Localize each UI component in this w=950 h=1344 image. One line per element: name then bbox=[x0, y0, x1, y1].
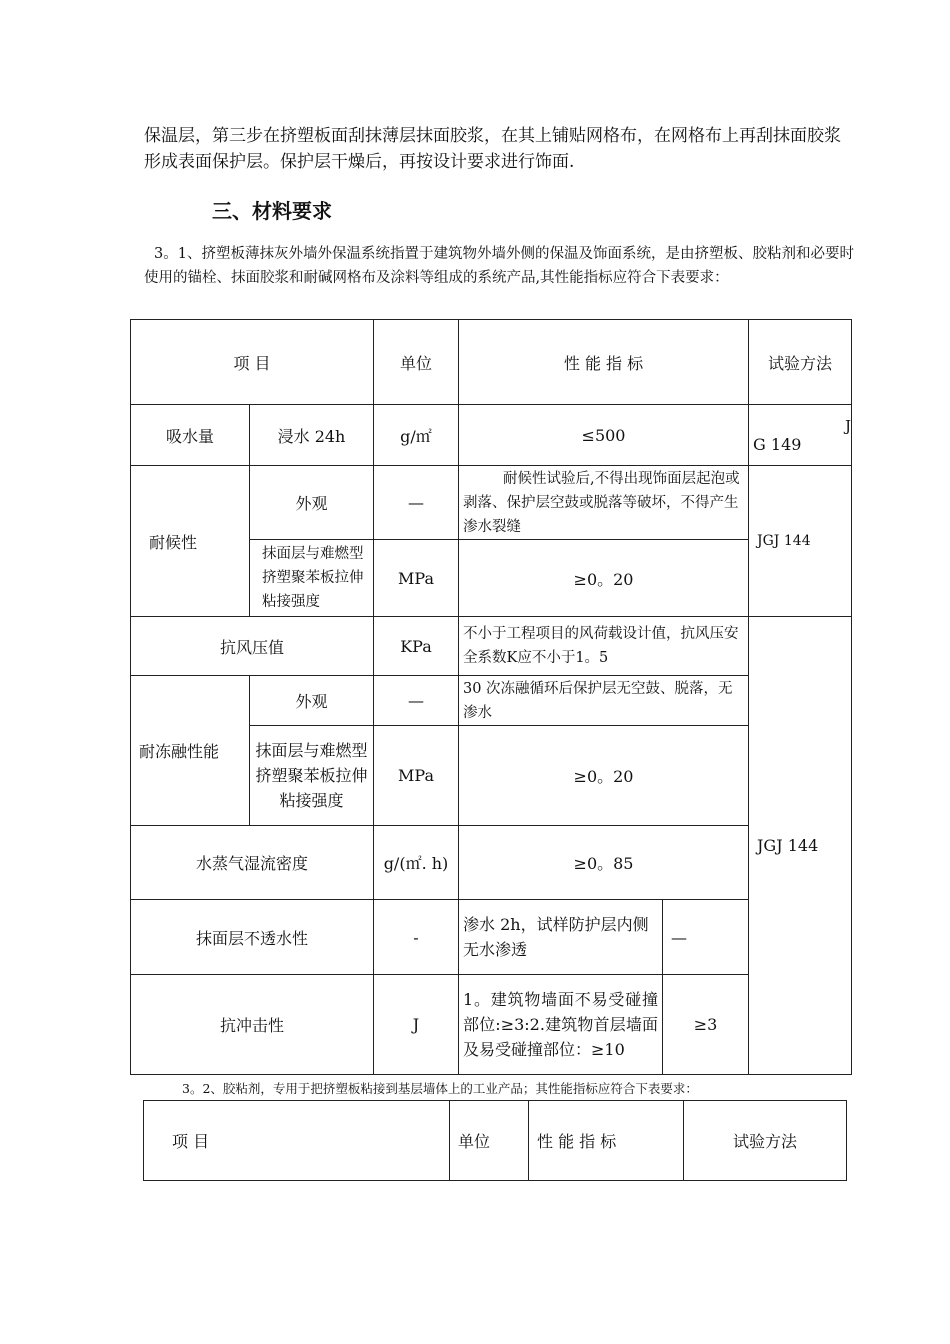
header-unit: 单位 bbox=[374, 320, 459, 405]
row-water-absorption-sub: 浸水 24h bbox=[250, 405, 374, 466]
row-wind-pressure-value: 不小于工程项目的风荷载设计值，抗风压安全系数K应不小于1。5 bbox=[459, 617, 749, 676]
row-freeze-thaw-bond-unit: MPa bbox=[374, 726, 459, 826]
header-performance: 性 能 指 标 bbox=[529, 1101, 684, 1181]
header-method: 试验方法 bbox=[684, 1101, 847, 1181]
row-weathering-appearance-sub: 外观 bbox=[250, 466, 374, 540]
row-water-absorption-name: 吸水量 bbox=[131, 405, 250, 466]
header-unit: 单位 bbox=[450, 1101, 529, 1181]
header-item: 项 目 bbox=[144, 1101, 450, 1181]
header-method: 试验方法 bbox=[749, 320, 852, 405]
row-freeze-thaw-bond-value: ≥0。20 bbox=[459, 726, 749, 826]
method-part-b: G 149 bbox=[753, 434, 802, 454]
row-weathering-appearance-unit: — bbox=[374, 466, 459, 540]
row-freeze-thaw-bond-sub: 抹面层与难燃型挤塑聚苯板拉伸粘接强度 bbox=[250, 726, 374, 826]
section-title: 三、材料要求 bbox=[212, 199, 332, 223]
row-water-absorption-method bbox=[749, 405, 852, 466]
row-freeze-thaw-appearance-sub: 外观 bbox=[250, 676, 374, 726]
row-vapor-name: 水蒸气湿流密度 bbox=[131, 826, 374, 900]
intro-paragraph: 保温层，第三步在挤塑板面刮抹薄层抹面胶浆，在其上铺贴网格布，在网格布上再刮抹面胶浆形成表面保护层。保护层干燥后，再按设计要求进行饰面. bbox=[144, 126, 841, 172]
paragraph-3-1: 3。1、挤塑板薄抹灰外墙外保温系统指置于建筑物外墙外侧的保温及饰面系统，是由挤塑板、胶粘剂和必要时使用的锚栓、抹面胶浆和耐碱网格布及涂料等组成的系统产品,其性能指标应符合下表要求： bbox=[144, 246, 854, 286]
row-impact-extra: ≥3 bbox=[663, 975, 749, 1075]
method-part-a: J bbox=[845, 416, 852, 435]
row-impermeability-extra: — bbox=[663, 900, 749, 975]
row-impact-unit: J bbox=[374, 975, 459, 1075]
row-wind-pressure-name: 抗风压值 bbox=[131, 617, 374, 676]
paragraph-3-2: 3。2、胶粘剂，专用于把挤塑板粘接到基层墙体上的工业产品；其性能指标应符合下表要求： bbox=[182, 1081, 698, 1096]
rows-method-jgj144: JGJ 144 bbox=[749, 617, 852, 1075]
row-wind-pressure-unit: KPa bbox=[374, 617, 459, 676]
row-impact-name: 抗冲击性 bbox=[131, 975, 374, 1075]
row-impact-value: 1。建筑物墙面不易受碰撞部位:≥3:2.建筑物首层墙面及易受碰撞部位：≥10 bbox=[459, 975, 663, 1075]
row-weathering-method: JGJ 144 bbox=[749, 466, 852, 617]
header-performance: 性 能 指 标 bbox=[459, 320, 749, 405]
row-freeze-thaw-appearance-value: 30 次冻融循环后保护层无空鼓、脱落，无渗水 bbox=[459, 676, 749, 726]
row-impermeability-unit: - bbox=[374, 900, 459, 975]
row-water-absorption-unit: g/㎡ bbox=[374, 405, 459, 466]
row-freeze-thaw-name: 耐冻融性能 bbox=[131, 676, 250, 826]
performance-table bbox=[130, 319, 852, 1075]
row-weathering-bond-unit: MPa bbox=[374, 540, 459, 617]
row-weathering-bond-value: ≥0。20 bbox=[459, 540, 749, 617]
adhesive-table bbox=[143, 1100, 847, 1181]
row-weathering-appearance-value: 耐候性试验后,不得出现饰面层起泡或剥落、保护层空鼓或脱落等破坏，不得产生渗水裂缝 bbox=[459, 466, 749, 540]
row-weathering-name: 耐候性 bbox=[131, 466, 250, 617]
header-item: 项 目 bbox=[131, 320, 374, 405]
row-vapor-unit: g/(㎡. h) bbox=[374, 826, 459, 900]
row-water-absorption-value: ≤500 bbox=[459, 405, 749, 466]
row-impermeability-name: 抹面层不透水性 bbox=[131, 900, 374, 975]
row-freeze-thaw-appearance-unit: — bbox=[374, 676, 459, 726]
row-weathering-bond-sub: 抹面层与难燃型挤塑聚苯板拉伸粘接强度 bbox=[250, 540, 374, 617]
row-vapor-value: ≥0。85 bbox=[459, 826, 749, 900]
row-impermeability-value: 渗水 2h，试样防护层内侧无水渗透 bbox=[459, 900, 663, 975]
